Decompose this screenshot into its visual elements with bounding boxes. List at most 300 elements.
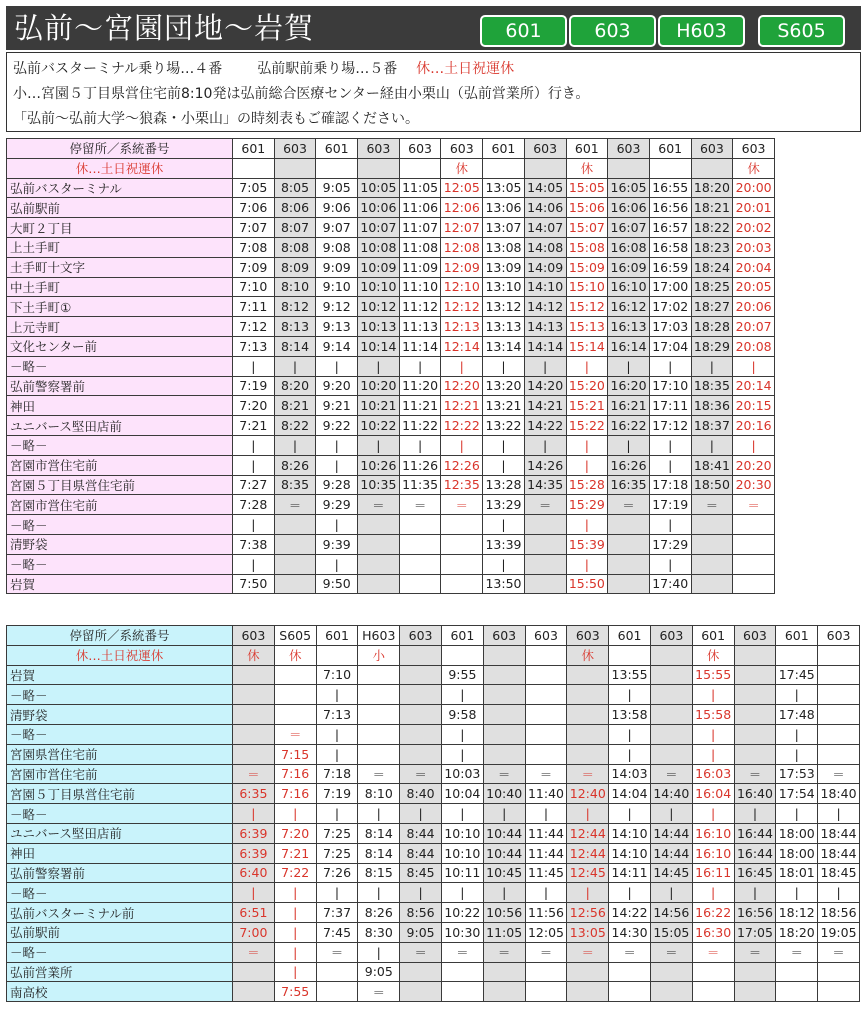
time-cell: 12:13 (441, 317, 483, 337)
service-note-cell (818, 645, 860, 665)
time-cell: | (609, 724, 651, 744)
time-cell: | (650, 804, 692, 824)
time-cell: 10:56 (483, 903, 525, 923)
time-cell: 16:21 (608, 396, 650, 416)
time-cell: 10:20 (358, 376, 400, 396)
time-cell: | (691, 435, 733, 455)
time-cell: 11:45 (525, 863, 567, 883)
time-cell (525, 982, 567, 1002)
time-cell: ＝ (609, 942, 651, 962)
time-cell: 15:05 (650, 922, 692, 942)
time-cell: 12:14 (441, 336, 483, 356)
time-cell: 10:40 (483, 784, 525, 804)
time-cell: 9:14 (316, 336, 358, 356)
time-cell (776, 962, 818, 982)
time-cell (650, 744, 692, 764)
time-cell: 10:22 (358, 416, 400, 436)
time-cell: 16:06 (608, 198, 650, 218)
stop-name: 中土手町 (7, 277, 233, 297)
time-cell: 6:39 (233, 823, 275, 843)
table-row (7, 554, 775, 574)
time-cell (400, 665, 442, 685)
time-cell: 16:56 (734, 903, 776, 923)
time-cell (441, 515, 483, 535)
time-cell: 8:35 (274, 475, 316, 495)
service-note-cell: 休 (233, 645, 275, 665)
table-row (7, 356, 775, 376)
time-cell: | (399, 356, 441, 376)
time-cell: ＝ (400, 942, 442, 962)
time-cell: | (609, 883, 651, 903)
route-number-cell: 601 (609, 626, 651, 646)
time-cell: 7:19 (233, 376, 275, 396)
time-cell: 14:56 (650, 903, 692, 923)
time-cell: 8:08 (274, 237, 316, 257)
time-cell: 16:58 (649, 237, 691, 257)
time-cell: 7:16 (274, 784, 316, 804)
time-cell: 13:10 (483, 277, 525, 297)
time-cell: | (316, 515, 358, 535)
time-cell: | (650, 883, 692, 903)
time-cell (358, 574, 400, 594)
time-cell: 16:13 (608, 317, 650, 337)
service-note-cell (400, 645, 442, 665)
stop-name: 宮園市営住宅前 (7, 455, 233, 475)
time-cell: ＝ (316, 942, 358, 962)
time-cell: 7:07 (233, 218, 275, 238)
time-cell: 10:10 (358, 277, 400, 297)
time-cell: 7:25 (316, 823, 358, 843)
time-cell: 13:22 (483, 416, 525, 436)
time-cell (734, 962, 776, 982)
stop-name: 弘前営業所 (7, 962, 233, 982)
time-cell: 12:07 (441, 218, 483, 238)
service-note-cell (233, 158, 275, 178)
time-cell: 12:22 (441, 416, 483, 436)
time-cell: 16:04 (692, 784, 734, 804)
table-row (7, 218, 775, 238)
time-cell: 20:30 (733, 475, 775, 495)
time-cell: 20:03 (733, 237, 775, 257)
time-cell (691, 515, 733, 535)
time-cell (818, 744, 860, 764)
table-row (7, 574, 775, 594)
time-cell: | (649, 455, 691, 475)
time-cell: | (776, 744, 818, 764)
time-cell (441, 554, 483, 574)
time-cell: 12:56 (567, 903, 609, 923)
time-cell: ＝ (274, 724, 316, 744)
table-row (7, 475, 775, 495)
service-note-cell: 休 (441, 158, 483, 178)
time-cell: 14:04 (609, 784, 651, 804)
time-cell (483, 724, 525, 744)
time-cell (524, 534, 566, 554)
service-note-cell: 休 (692, 645, 734, 665)
time-cell (650, 982, 692, 1002)
stop-name: 弘前駅前 (7, 922, 233, 942)
title-bar (6, 6, 861, 50)
time-cell: 13:05 (567, 922, 609, 942)
time-cell: 11:20 (399, 376, 441, 396)
time-cell: ＝ (734, 942, 776, 962)
time-cell: 12:12 (441, 297, 483, 317)
time-cell (358, 515, 400, 535)
time-cell: 18:35 (691, 376, 733, 396)
time-cell: 8:26 (274, 455, 316, 475)
time-cell: 11:10 (399, 277, 441, 297)
time-cell: | (818, 804, 860, 824)
stop-name: 弘前バスターミナル (7, 178, 233, 198)
time-cell: 7:13 (316, 705, 358, 725)
time-cell: 8:30 (358, 922, 400, 942)
route-number-cell: 601 (776, 626, 818, 646)
time-cell: 13:14 (483, 336, 525, 356)
time-cell: 10:04 (441, 784, 483, 804)
stop-name: －略－ (7, 356, 233, 376)
time-cell: 20:07 (733, 317, 775, 337)
time-cell: 20:14 (733, 376, 775, 396)
time-cell: | (609, 685, 651, 705)
route-number-cell: 603 (734, 626, 776, 646)
table-row (7, 685, 860, 705)
time-cell: | (776, 724, 818, 744)
route-number-cell: 601 (692, 626, 734, 646)
time-cell (818, 962, 860, 982)
time-cell: 16:26 (608, 455, 650, 475)
time-cell: | (441, 685, 483, 705)
time-cell (441, 534, 483, 554)
time-cell: 18:41 (691, 455, 733, 475)
time-cell: 13:29 (483, 495, 525, 515)
time-cell: | (358, 804, 400, 824)
time-cell: 15:08 (566, 237, 608, 257)
time-cell: 11:12 (399, 297, 441, 317)
time-cell (233, 962, 275, 982)
time-cell: 14:08 (524, 237, 566, 257)
time-cell: 14:30 (609, 922, 651, 942)
time-cell: 9:05 (400, 922, 442, 942)
time-cell: 18:12 (776, 903, 818, 923)
time-cell: 18:27 (691, 297, 733, 317)
time-cell: 9:06 (316, 198, 358, 218)
time-cell (818, 724, 860, 744)
time-cell: 13:13 (483, 317, 525, 337)
time-cell: 14:10 (609, 823, 651, 843)
time-cell: | (233, 804, 275, 824)
stop-name: －略－ (7, 942, 233, 962)
time-cell (483, 744, 525, 764)
time-cell: 10:44 (483, 823, 525, 843)
time-cell: 16:59 (649, 257, 691, 277)
stop-name: －略－ (7, 724, 233, 744)
time-cell: 8:06 (274, 198, 316, 218)
time-cell: 16:20 (608, 376, 650, 396)
route-button-h603[interactable]: H603 (658, 15, 745, 47)
time-cell: 18:25 (691, 277, 733, 297)
time-cell (399, 515, 441, 535)
time-cell: 8:40 (400, 784, 442, 804)
time-cell (650, 705, 692, 725)
time-cell: 10:30 (441, 922, 483, 942)
service-note-cell (483, 158, 525, 178)
service-note-cell (316, 645, 358, 665)
time-cell: 10:07 (358, 218, 400, 238)
time-cell (650, 724, 692, 744)
time-cell: | (692, 883, 734, 903)
time-cell (441, 962, 483, 982)
time-cell: ＝ (525, 942, 567, 962)
time-cell: 15:50 (566, 574, 608, 594)
time-cell: 15:22 (566, 416, 608, 436)
route-number-cell: 603 (650, 626, 692, 646)
time-cell: 16:14 (608, 336, 650, 356)
time-cell: 20:05 (733, 277, 775, 297)
time-cell: 14:44 (650, 843, 692, 863)
time-cell: | (358, 356, 400, 376)
time-cell: | (483, 356, 525, 376)
time-cell: 8:45 (400, 863, 442, 883)
time-cell (358, 744, 400, 764)
time-cell (483, 982, 525, 1002)
time-cell: 8:12 (274, 297, 316, 317)
time-cell: 17:18 (649, 475, 691, 495)
route-button-603[interactable]: 603 (569, 15, 656, 47)
time-cell: 18:24 (691, 257, 733, 277)
service-note-cell (399, 158, 441, 178)
time-cell (525, 962, 567, 982)
time-cell: 16:56 (649, 198, 691, 218)
time-cell: 19:05 (818, 922, 860, 942)
time-cell (274, 665, 316, 685)
time-cell: 17:19 (649, 495, 691, 515)
time-cell: 13:58 (609, 705, 651, 725)
time-cell: 15:28 (566, 475, 608, 495)
route-number-row (7, 139, 775, 159)
time-cell: 18:40 (818, 784, 860, 804)
time-cell: 11:13 (399, 317, 441, 337)
time-cell (691, 574, 733, 594)
time-cell: 8:26 (358, 903, 400, 923)
service-note-cell (608, 158, 650, 178)
time-cell: 15:14 (566, 336, 608, 356)
time-cell: | (567, 804, 609, 824)
time-cell (316, 982, 358, 1002)
route-number-cell: 603 (691, 139, 733, 159)
time-cell (233, 724, 275, 744)
time-cell: ＝ (274, 495, 316, 515)
time-cell: 8:15 (358, 863, 400, 883)
route-button-601[interactable]: 601 (480, 15, 567, 47)
time-cell: | (566, 435, 608, 455)
time-cell: 9:28 (316, 475, 358, 495)
time-cell (734, 665, 776, 685)
time-cell: 7:26 (316, 863, 358, 883)
time-cell: 8:05 (274, 178, 316, 198)
stop-name: 岩賀 (7, 665, 233, 685)
time-cell: | (274, 804, 316, 824)
time-cell: | (733, 356, 775, 376)
time-cell (274, 705, 316, 725)
time-cell (733, 574, 775, 594)
time-cell: 7:13 (233, 336, 275, 356)
time-cell: 12:05 (525, 922, 567, 942)
route-number-cell: 603 (233, 626, 275, 646)
table-row (7, 237, 775, 257)
table-row (7, 744, 860, 764)
time-cell: 18:00 (776, 823, 818, 843)
table-row (7, 982, 860, 1002)
time-cell: 11:05 (399, 178, 441, 198)
time-cell: | (316, 554, 358, 574)
time-cell: 9:22 (316, 416, 358, 436)
time-cell (483, 705, 525, 725)
table-row (7, 724, 860, 744)
time-cell (400, 982, 442, 1002)
time-cell: | (483, 554, 525, 574)
time-cell: 15:55 (692, 665, 734, 685)
time-cell: 12:20 (441, 376, 483, 396)
stop-name: －略－ (7, 515, 233, 535)
time-cell (609, 982, 651, 1002)
time-cell: 16:07 (608, 218, 650, 238)
stop-name: 宮園市営住宅前 (7, 764, 233, 784)
time-cell: 14:35 (524, 475, 566, 495)
time-cell: | (818, 883, 860, 903)
time-cell: 12:35 (441, 475, 483, 495)
time-cell (358, 534, 400, 554)
time-cell: 12:06 (441, 198, 483, 218)
table-header-label: 停留所／系統番号 (7, 139, 233, 159)
time-cell: 7:18 (316, 764, 358, 784)
time-cell: | (316, 356, 358, 376)
time-cell (358, 705, 400, 725)
time-cell: ＝ (608, 495, 650, 515)
time-cell: 12:44 (567, 823, 609, 843)
time-cell: ＝ (818, 764, 860, 784)
table-row (7, 764, 860, 784)
time-cell (483, 962, 525, 982)
stop-name: 文化センター前 (7, 336, 233, 356)
time-cell: 13:09 (483, 257, 525, 277)
time-cell: | (649, 435, 691, 455)
time-cell (400, 685, 442, 705)
time-cell (399, 554, 441, 574)
stop-name: ユニバース堅田店前 (7, 823, 233, 843)
time-cell (818, 685, 860, 705)
table-row (7, 903, 860, 923)
service-note-cell (316, 158, 358, 178)
time-cell (650, 665, 692, 685)
time-cell: 6:51 (233, 903, 275, 923)
table-row (7, 843, 860, 863)
time-cell (233, 665, 275, 685)
time-cell: ＝ (567, 764, 609, 784)
route-number-cell: 603 (483, 626, 525, 646)
time-cell: | (274, 356, 316, 376)
table-header-label: 停留所／系統番号 (7, 626, 233, 646)
time-cell: ＝ (358, 982, 400, 1002)
time-cell (734, 724, 776, 744)
time-cell: ＝ (818, 942, 860, 962)
table-row (7, 376, 775, 396)
stop-name: 弘前警察署前 (7, 376, 233, 396)
route-number-cell: 603 (525, 626, 567, 646)
time-cell: ＝ (358, 764, 400, 784)
time-cell (524, 515, 566, 535)
time-cell: | (525, 883, 567, 903)
time-cell: 17:05 (734, 922, 776, 942)
route-number-cell: 603 (400, 626, 442, 646)
time-cell: | (399, 435, 441, 455)
info-box (6, 52, 861, 132)
time-cell: ＝ (233, 764, 275, 784)
table-row (7, 534, 775, 554)
time-cell: 20:06 (733, 297, 775, 317)
time-cell: | (608, 435, 650, 455)
time-cell (733, 554, 775, 574)
table-row (7, 198, 775, 218)
service-note-cell (649, 158, 691, 178)
time-cell (567, 962, 609, 982)
time-cell (650, 685, 692, 705)
time-cell: 7:05 (233, 178, 275, 198)
time-cell: 9:13 (316, 317, 358, 337)
stop-name: 清野袋 (7, 534, 233, 554)
time-cell: 13:39 (483, 534, 525, 554)
time-cell: 11:35 (399, 475, 441, 495)
time-cell: 16:03 (692, 764, 734, 784)
stop-name: 岩賀 (7, 574, 233, 594)
time-cell: 11:40 (525, 784, 567, 804)
time-cell: | (524, 356, 566, 376)
time-cell: | (400, 804, 442, 824)
time-cell: 9:58 (441, 705, 483, 725)
time-cell: | (734, 804, 776, 824)
time-cell: 7:10 (233, 277, 275, 297)
time-cell: 14:11 (609, 863, 651, 883)
stop-name: 宮園県営住宅前 (7, 744, 233, 764)
time-cell (233, 685, 275, 705)
time-cell (567, 665, 609, 685)
time-cell (608, 515, 650, 535)
time-cell: 16:45 (734, 863, 776, 883)
table-row (7, 396, 775, 416)
time-cell: ＝ (650, 764, 692, 784)
time-cell: 17:03 (649, 317, 691, 337)
table-row (7, 942, 860, 962)
time-cell: 12:10 (441, 277, 483, 297)
time-cell: 14:05 (524, 178, 566, 198)
time-cell: 14:14 (524, 336, 566, 356)
time-cell: 15:20 (566, 376, 608, 396)
service-note-label: 休…土日祝運休 (7, 158, 233, 178)
time-cell: 14:09 (524, 257, 566, 277)
table-row (7, 515, 775, 535)
stop-name: －略－ (7, 804, 233, 824)
table-row (7, 257, 775, 277)
stop-name: 神田 (7, 396, 233, 416)
time-cell (358, 665, 400, 685)
service-note-cell: 小 (358, 645, 400, 665)
route-button-s605[interactable]: S605 (758, 15, 845, 47)
time-cell: 17:40 (649, 574, 691, 594)
stop-name: －略－ (7, 554, 233, 574)
time-cell (274, 685, 316, 705)
time-cell: ＝ (776, 942, 818, 962)
time-cell: 16:35 (608, 475, 650, 495)
time-cell: | (316, 724, 358, 744)
